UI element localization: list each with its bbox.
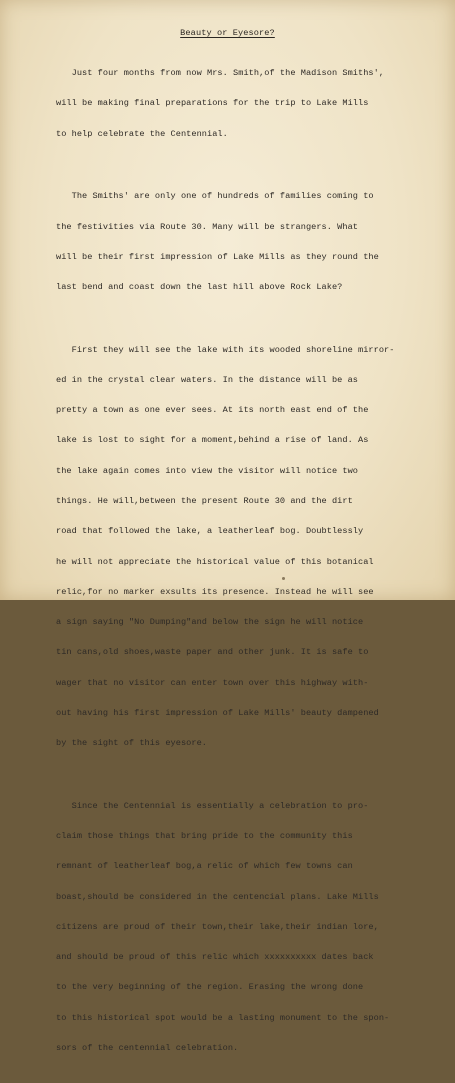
text-line: by the sight of this eyesore. — [56, 738, 208, 749]
text-line: sors of the centennial celebration. — [56, 1042, 239, 1053]
text-line: boast,should be considered in the centencial plans. Lake Mills — [56, 891, 379, 902]
text-line: First they will see the lake with its wooded shoreline mirror- — [56, 344, 395, 355]
text-line: out having his first impression of Lake Mills' beauty dampened — [56, 707, 379, 718]
paragraph-3 — [56, 324, 426, 768]
document-title: Beauty or Eyesore? — [180, 28, 275, 38]
document-body — [56, 48, 426, 1083]
text-line: last bend and coast down the last hill above Rock Lake? — [56, 282, 343, 293]
text-line: The Smiths' are only one of hundreds of families coming to — [56, 191, 374, 202]
text-line: tin cans,old shoes,waste paper and other junk. It is safe to — [56, 647, 369, 658]
text-line: wager that no visitor can enter town over this highway with- — [56, 677, 369, 688]
text-line: Just four months from now Mrs. Smith,of the Madison Smiths', — [56, 68, 385, 79]
text-line: relic,for no marker exsults its presence. Instead he will see — [56, 586, 374, 597]
text-line: pretty a town as one ever sees. At its north east end of the — [56, 405, 369, 416]
text-line: lake is lost to sight for a moment,behind a rise of land. As — [56, 435, 369, 446]
paper-speck — [282, 577, 285, 580]
text-line: Since the Centennial is essentially a celebration to pro- — [56, 800, 369, 811]
text-line: a sign saying "No Dumping"and below the sign he will notice — [56, 617, 364, 628]
text-line: citizens are proud of their town,their lake,their indian lore, — [56, 921, 379, 932]
text-line: and should be proud of this relic which xxxxxxxxxx dates back — [56, 952, 374, 963]
text-line: remnant of leatherleaf bog,a relic of which few towns can — [56, 861, 353, 872]
paragraph-4 — [56, 780, 426, 1073]
text-line: ed in the crystal clear waters. In the distance will be as — [56, 374, 359, 385]
text-line: to this historical spot would be a lasting monument to the spon- — [56, 1012, 390, 1023]
text-line: claim those things that bring pride to the community this — [56, 830, 353, 841]
text-line: the festivities via Route 30. Many will be strangers. What — [56, 221, 359, 232]
text-line: the lake again comes into view the visitor will notice two — [56, 465, 359, 476]
text-line: to help celebrate the Centennial. — [56, 128, 228, 139]
text-line: will be making final preparations for the trip to Lake Mills — [56, 98, 369, 109]
text-line: things. He will,between the present Route 30 and the dirt — [56, 495, 353, 506]
text-line: he will not appreciate the historical value of this botanical — [56, 556, 374, 567]
paragraph-2 — [56, 171, 426, 312]
paragraph-1 — [56, 48, 426, 159]
text-line: to the very beginning of the region. Erasing the wrong done — [56, 982, 364, 993]
text-line: will be their first impression of Lake Mills as they round the — [56, 251, 379, 262]
text-line: road that followed the lake, a leatherleaf bog. Doubtlessly — [56, 526, 364, 537]
